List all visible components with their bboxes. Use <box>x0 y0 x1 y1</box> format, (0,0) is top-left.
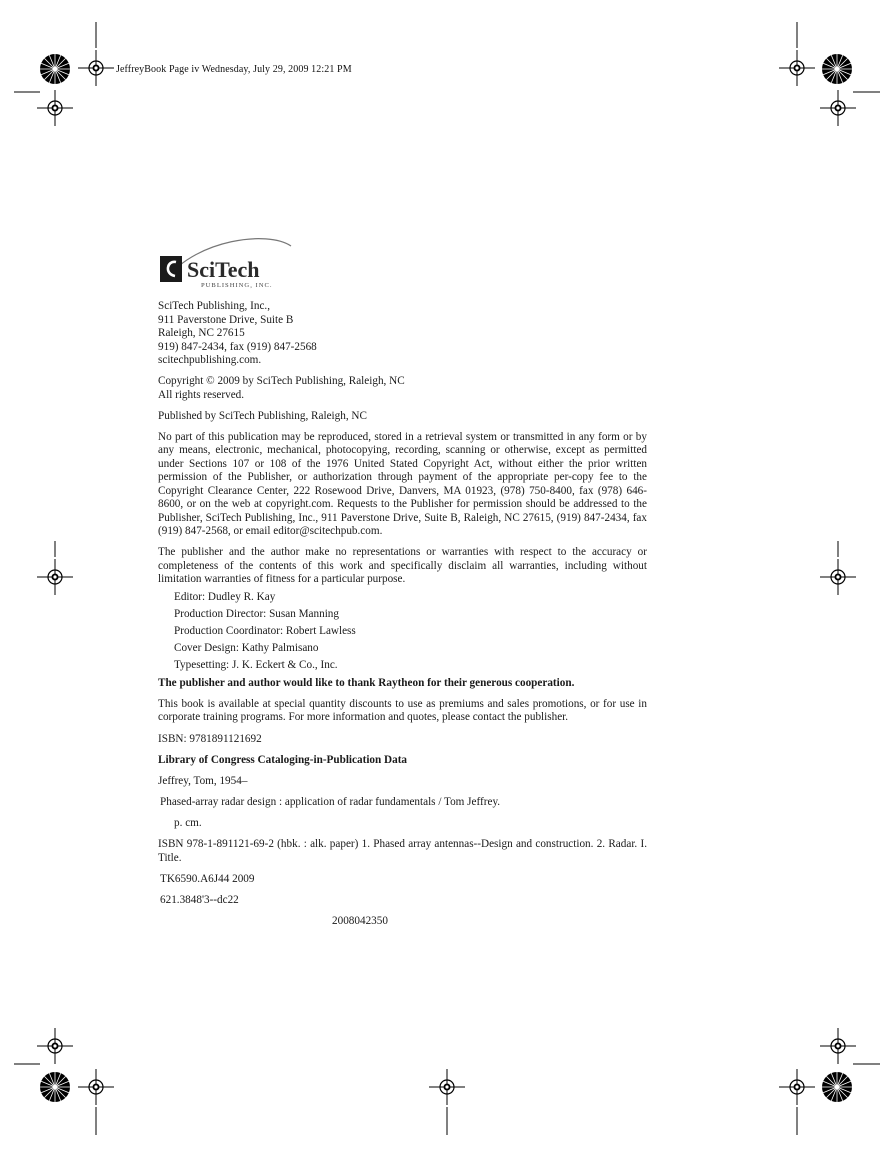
publisher-address <box>158 300 647 368</box>
availability-paragraph: This book is available at special quantity discounts to use as premiums and sales promotions, or for use in corporate training programs. For more information and quotes, please contact the publisher. <box>158 697 647 724</box>
publisher-web: scitechpublishing.com. <box>158 354 262 366</box>
copyright-notice <box>158 375 647 402</box>
cip-lc-class: TK6590.A6J44 2009 <box>160 872 255 885</box>
published-by: Published by SciTech Publishing, Raleigh, NC <box>158 409 367 422</box>
copyright-page-text <box>158 300 647 936</box>
publisher-city: Raleigh, NC 27615 <box>158 327 245 339</box>
publisher-street: 911 Paverstone Drive, Suite B <box>158 313 294 326</box>
cip-pages: p. cm. <box>174 816 202 829</box>
logo-wordmark: SciTech <box>187 257 260 282</box>
scitech-logo <box>157 234 297 290</box>
page-slug: JeffreyBook Page iv Wednesday, July 29, 2009 12:21 PM <box>116 64 352 75</box>
isbn: ISBN: 9781891121692 <box>158 732 262 745</box>
disclaimer-paragraph: The publisher and the author make no representations or warranties with respect to the accuracy or completeness of the contents of this work and specifically disclaim all warranties, including without limitation warranties of fitness for a particular purpose. <box>158 546 647 586</box>
credit-production-director: Production Director: Susan Manning <box>174 607 339 620</box>
credit-typesetting: Typesetting: J. K. Eckert & Co., Inc. <box>174 658 338 671</box>
publisher-phone: 919) 847-2434, fax (919) 847-2568 <box>158 340 317 353</box>
cip-author: Jeffrey, Tom, 1954– <box>158 774 248 787</box>
acknowledgment: The publisher and author would like to thank Raytheon for their generous cooperation. <box>158 676 575 689</box>
publisher-name: SciTech Publishing, Inc., <box>158 300 271 312</box>
credit-cover-design: Cover Design: Kathy Palmisano <box>174 641 319 654</box>
permissions-paragraph: No part of this publication may be reproduced, stored in a retrieval system or transmitted in any form or by any means, electronic, mechanical, photocopying, recording, scanning or otherwise, except as permitted under Sections 107 or 108 of the 1976 United Stated Copyright Act, without either the prior written permission of the Publisher, or authorization through payment of the appropriate per-copy fee to the Copyright Clearance Center, 222 Rosewood Drive, Danvers, MA 01923, (978) 750-8400, fax (978) 646-8600, or on the web at copyright.com. Requests to the Publisher for permission should be addressed to the Publisher, SciTech Publishing, Inc., 911 Paverstone Drive, Suite B, Raleigh, NC 27615, (919) 847-2434, fax (919) 847-2568, or email editor@scitechpub.com. <box>158 430 647 538</box>
cip-lccn: 2008042350 <box>332 914 388 927</box>
cip-heading: Library of Congress Cataloging-in-Publication Data <box>158 753 408 766</box>
cip-isbn-subjects: ISBN 978-1-891121-69-2 (hbk. : alk. paper) 1. Phased array antennas--Design and construction. 2. Radar. I. Title. <box>158 838 647 864</box>
rights-line: All rights reserved. <box>158 388 245 401</box>
copyright-line: Copyright © 2009 by SciTech Publishing, Raleigh, NC <box>158 375 405 388</box>
cip-dewey: 621.3848'3--dc22 <box>160 893 239 906</box>
credit-editor: Editor: Dudley R. Kay <box>174 590 276 603</box>
credits-list <box>158 589 647 674</box>
logo-tagline: PUBLISHING, INC. <box>201 282 273 289</box>
credit-production-coordinator: Production Coordinator: Robert Lawless <box>174 624 356 637</box>
logo-mark-icon <box>160 256 182 282</box>
cip-title: Phased-array radar design : application of radar fundamentals / Tom Jeffrey. <box>160 795 501 808</box>
